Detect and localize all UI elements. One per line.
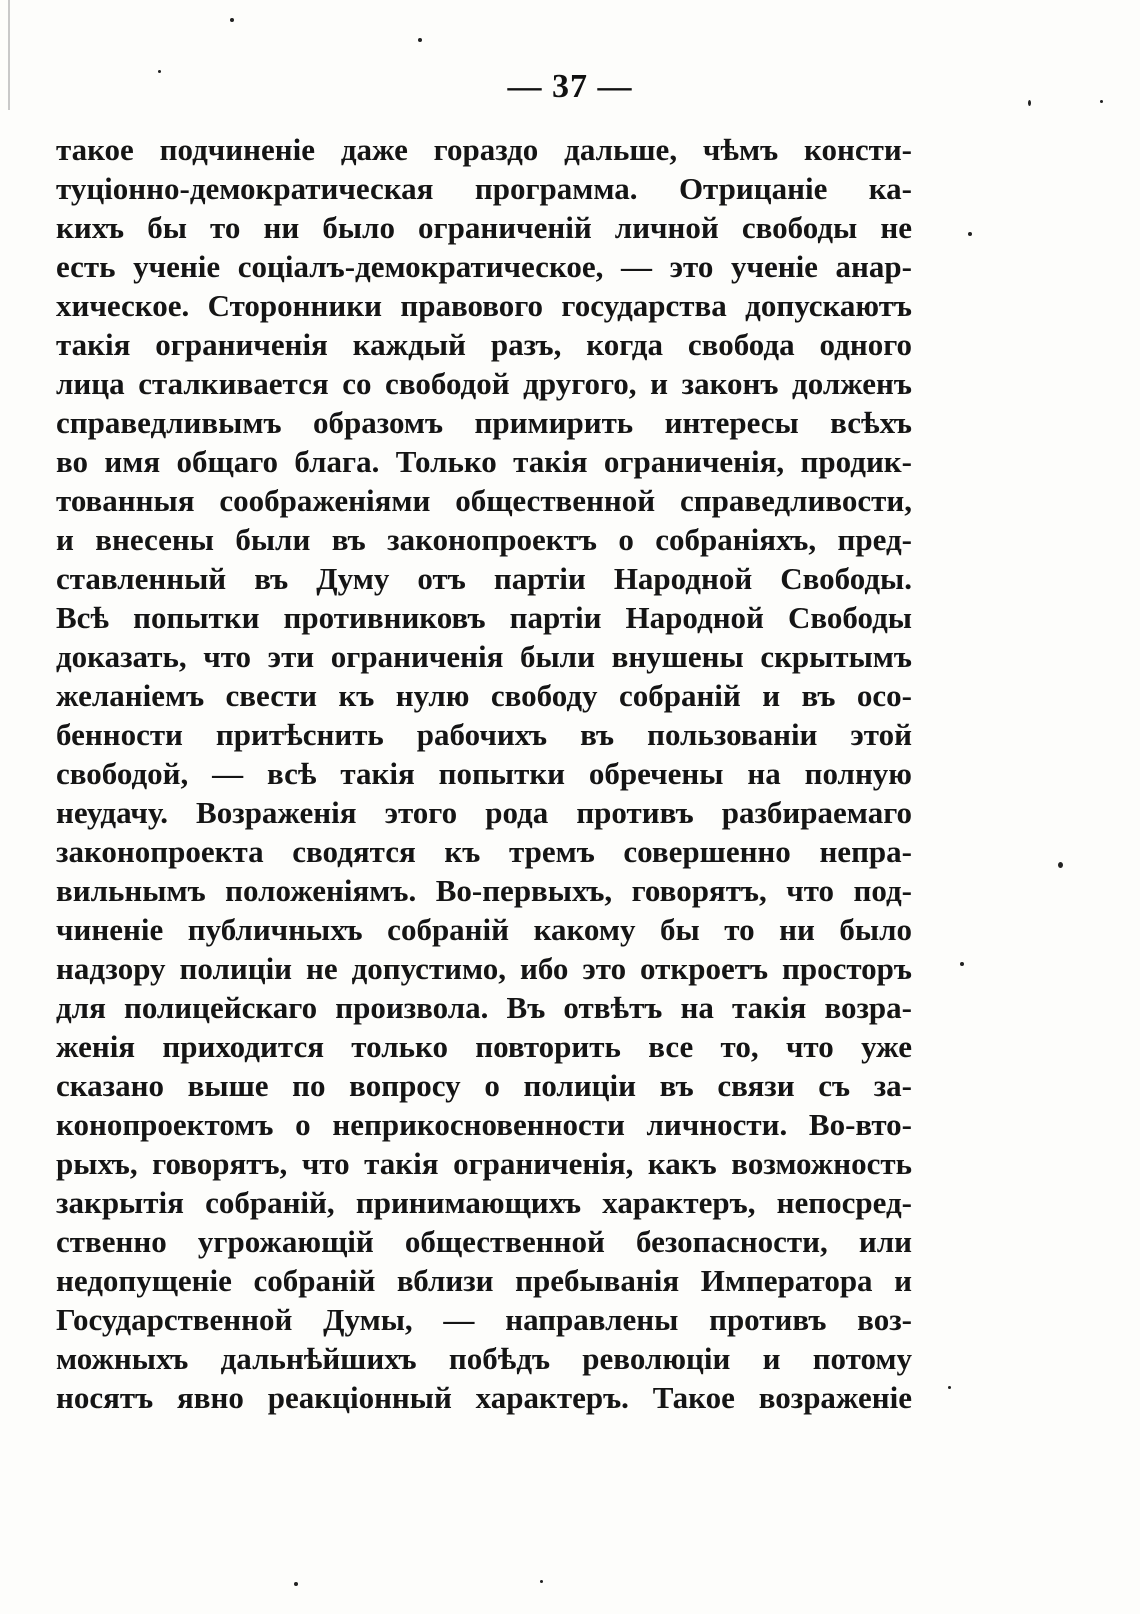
text-line: женія приходится только повторить все то, что уже xyxy=(56,1029,912,1064)
text-line: рыхъ, говорятъ, что такія ограниченія, какъ возможность xyxy=(56,1146,912,1181)
scan-speck xyxy=(960,962,964,966)
text-line: тованныя соображеніями общественной справедливости, xyxy=(56,483,912,518)
page-number: — 37 — xyxy=(507,68,633,105)
text-line: сказано выше по вопросу о полиціи въ связи съ за- xyxy=(56,1068,912,1103)
scan-speck xyxy=(158,70,161,73)
text-line: ставленный въ Думу отъ партіи Народной Свободы. xyxy=(56,561,912,596)
scan-speck xyxy=(1058,862,1063,868)
text-line: хическое. Сторонники правового государства допускаютъ xyxy=(56,288,912,323)
text-line: чиненіе публичныхъ собраній какому бы то ни было xyxy=(56,912,912,947)
scan-speck xyxy=(294,1582,298,1586)
text-line: ственно угрожающій общественной безопасности, или xyxy=(56,1224,912,1259)
text-line: есть ученіе соціалъ-демократическое, — это ученіе анар- xyxy=(56,249,912,284)
text-line: вильнымъ положеніямъ. Во-первыхъ, говорятъ, что под- xyxy=(56,873,912,908)
text-line: доказать, что эти ограниченія были внушены скрытымъ xyxy=(56,639,912,674)
text-line: кихъ бы то ни было ограниченій личной свободы не xyxy=(56,210,912,245)
text-line: бенности притѣснить рабочихъ въ пользованіи этой xyxy=(56,717,912,752)
text-line: законопроекта сводятся къ тремъ совершенно непра- xyxy=(56,834,912,869)
text-line: неудачу. Возраженія этого рода противъ разбираемаго xyxy=(56,795,912,830)
text-line: носятъ явно реакціонный характеръ. Такое возраженіе xyxy=(56,1380,912,1415)
scan-speck xyxy=(230,18,234,22)
text-line: и внесены были въ законопроектъ о собраніяхъ, пред- xyxy=(56,522,912,557)
text-line: недопущеніе собраній вблизи пребыванія Императора и xyxy=(56,1263,912,1298)
text-line: свободой, — всѣ такія попытки обречены на полную xyxy=(56,756,912,791)
scan-speck xyxy=(1028,100,1031,106)
scan-speck xyxy=(540,1580,543,1583)
body-text xyxy=(56,130,912,1417)
text-line: надзору полиціи не допустимо, ибо это откроетъ просторъ xyxy=(56,951,912,986)
text-line: Государственной Думы, — направлены противъ воз- xyxy=(56,1302,912,1337)
text-line: такія ограниченія каждый разъ, когда свобода одного xyxy=(56,327,912,362)
text-line: Всѣ попытки противниковъ партіи Народной Свободы xyxy=(56,600,912,635)
text-line: справедливымъ образомъ примирить интересы всѣхъ xyxy=(56,405,912,440)
text-line: такое подчиненіе даже гораздо дальше, чѣмъ консти- xyxy=(56,132,912,167)
text-line: желаніемъ свести къ нулю свободу собраній и въ осо- xyxy=(56,678,912,713)
text-line: туціонно-демократическая программа. Отрицаніе ка- xyxy=(56,171,912,206)
text-line: лица сталкивается со свободой другого, и законъ долженъ xyxy=(56,366,912,401)
text-line: для полицейскаго произвола. Въ отвѣтъ на такія возра- xyxy=(56,990,912,1025)
text-line: можныхъ дальнѣйшихъ побѣдъ революціи и потому xyxy=(56,1341,912,1376)
scan-speck xyxy=(418,38,422,42)
scan-speck xyxy=(968,232,972,236)
scan-speck xyxy=(1100,100,1103,103)
scan-speck xyxy=(948,1386,951,1389)
text-line: закрытія собраній, принимающихъ характеръ, непосред- xyxy=(56,1185,912,1220)
text-line: конопроектомъ о неприкосновенности личности. Во-вто- xyxy=(56,1107,912,1142)
text-line: во имя общаго блага. Только такія ограниченія, продик- xyxy=(56,444,912,479)
